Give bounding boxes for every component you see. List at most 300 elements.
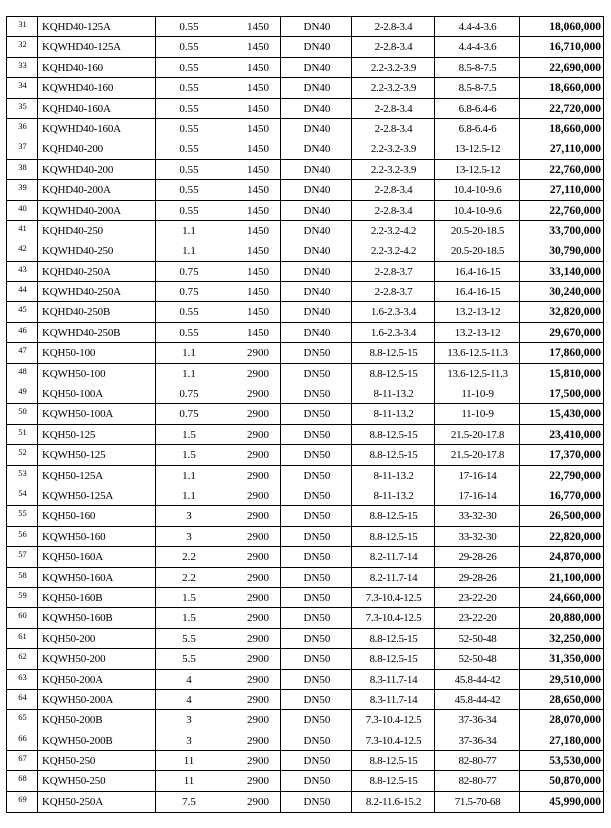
cell-price: 28,070,000 (549, 714, 601, 727)
cell-head: 21.5-20-17.8 (450, 449, 505, 462)
cell-kw: 0.55 (179, 122, 199, 135)
table-row (7, 588, 603, 608)
cell-rpm: 1450 (247, 306, 269, 319)
cell-flow: 2-2.8-3.4 (374, 41, 413, 54)
cell-price: 30,240,000 (549, 286, 601, 299)
cell-head: 52-50-48 (458, 653, 497, 666)
cell-price: 15,810,000 (549, 367, 601, 380)
cell-price: 17,860,000 (549, 347, 601, 360)
cell-no: 36 (18, 120, 27, 131)
cell-flow: 2.2-3.2-4.2 (370, 245, 417, 258)
cell-model: KQWH50-200B (42, 734, 113, 747)
cell-model: KQH50-100 (42, 347, 96, 360)
cell-rpm: 1450 (247, 82, 269, 95)
cell-flow: 8.8-12.5-15 (369, 775, 418, 788)
table-row (7, 17, 603, 37)
cell-model: KQH50-160 (42, 510, 96, 523)
cell-model: KQWHD40-200 (42, 163, 114, 176)
cell-model: KQHD40-250B (42, 306, 111, 319)
cell-flow: 7.3-10.4-12.5 (365, 612, 422, 625)
cell-kw: 1.5 (182, 591, 196, 604)
cell-head: 13.2-13-12 (454, 306, 501, 319)
cell-no: 50 (18, 406, 27, 417)
cell-head: 20.5-20-18.5 (450, 224, 505, 237)
cell-price: 22,690,000 (549, 61, 601, 74)
cell-model: KQWHD40-160A (42, 122, 121, 135)
price-table (6, 16, 604, 813)
cell-head: 6.8-6.4-6 (458, 102, 497, 115)
cell-kw: 0.55 (179, 184, 199, 197)
cell-rpm: 2900 (247, 591, 269, 604)
cell-dn: DN40 (303, 61, 331, 74)
cell-rpm: 2900 (247, 653, 269, 666)
cell-no: 38 (18, 161, 27, 172)
cell-rpm: 2900 (247, 347, 269, 360)
cell-model: KQH50-160A (42, 551, 103, 564)
cell-price: 16,710,000 (549, 41, 601, 54)
cell-flow: 1.6-2.3-3.4 (370, 306, 417, 319)
cell-rpm: 1450 (247, 286, 269, 299)
cell-rpm: 1450 (247, 122, 269, 135)
cell-flow: 8.2-11.7-14 (369, 551, 418, 564)
cell-head: 29-28-26 (458, 571, 497, 584)
cell-flow: 8-11-13.2 (373, 408, 414, 421)
cell-head: 4.4-4-3.6 (458, 41, 497, 54)
cell-rpm: 1450 (247, 163, 269, 176)
cell-flow: 7.3-10.4-12.5 (365, 591, 422, 604)
cell-no: 63 (18, 671, 27, 682)
cell-flow: 8.2-11.7-14 (369, 571, 418, 584)
cell-price: 22,760,000 (549, 163, 601, 176)
cell-model: KQH50-200A (42, 673, 103, 686)
cell-kw: 1.1 (182, 469, 196, 482)
cell-no: 46 (18, 324, 27, 335)
cell-flow: 2-2.8-3.4 (374, 122, 413, 135)
cell-kw: 0.55 (179, 326, 199, 339)
cell-no: 35 (18, 100, 27, 111)
cell-price: 32,250,000 (549, 632, 601, 645)
table-row (7, 160, 603, 180)
cell-model: KQH50-250A (42, 795, 103, 808)
cell-kw: 1.1 (182, 224, 196, 237)
cell-rpm: 2900 (247, 673, 269, 686)
cell-price: 27,180,000 (549, 734, 601, 747)
cell-flow: 8.3-11.7-14 (369, 673, 418, 686)
cell-head: 37-36-34 (458, 734, 497, 747)
table-row (7, 568, 603, 588)
cell-no: 54 (18, 487, 27, 498)
cell-rpm: 2900 (247, 510, 269, 523)
cell-rpm: 2900 (247, 755, 269, 768)
cell-price: 32,820,000 (549, 306, 601, 319)
cell-dn: DN50 (303, 795, 331, 808)
cell-dn: DN40 (303, 102, 331, 115)
table-row (7, 404, 603, 424)
cell-kw: 0.55 (179, 204, 199, 217)
cell-dn: DN50 (303, 367, 331, 380)
cell-head: 82-80-77 (458, 775, 497, 788)
cell-no: 42 (18, 243, 27, 254)
cell-price: 31,350,000 (549, 653, 601, 666)
cell-price: 50,870,000 (549, 775, 601, 788)
cell-head: 71.5-70-68 (454, 795, 501, 808)
cell-head: 13.2-13-12 (454, 326, 501, 339)
cell-head: 8.5-8-7.5 (458, 61, 497, 74)
cell-model: KQWH50-125 (42, 449, 106, 462)
cell-kw: 0.75 (179, 286, 199, 299)
cell-kw: 0.75 (179, 388, 199, 401)
cell-dn: DN50 (303, 571, 331, 584)
cell-flow: 7.3-10.4-12.5 (365, 714, 422, 727)
cell-model: KQHD40-125A (42, 21, 111, 33)
cell-head: 17-16-14 (458, 469, 497, 482)
cell-flow: 8-11-13.2 (373, 388, 414, 401)
cell-no: 68 (18, 773, 27, 784)
cell-head: 13.6-12.5-11.3 (447, 347, 508, 360)
cell-price: 45,990,000 (549, 795, 601, 808)
cell-head: 11-10-9 (461, 408, 494, 421)
cell-model: KQWH50-100 (42, 367, 106, 380)
cell-dn: DN40 (303, 143, 331, 156)
cell-head: 20.5-20-18.5 (450, 245, 505, 258)
cell-rpm: 2900 (247, 408, 269, 421)
table-row (7, 302, 603, 322)
table-row (7, 37, 603, 57)
cell-price: 33,700,000 (549, 224, 601, 237)
cell-flow: 8.8-12.5-15 (369, 632, 418, 645)
cell-model: KQWH50-200 (42, 653, 106, 666)
cell-no: 33 (18, 59, 27, 70)
cell-dn: DN40 (303, 122, 331, 135)
table-row (7, 731, 603, 751)
cell-model: KQH50-100A (42, 388, 103, 401)
cell-model: KQWHD40-250B (42, 326, 121, 339)
cell-kw: 3 (186, 530, 192, 543)
cell-flow: 8.8-12.5-15 (369, 530, 418, 543)
cell-dn: DN50 (303, 347, 331, 360)
cell-head: 45.8-44-42 (454, 673, 501, 686)
cell-head: 8.5-8-7.5 (458, 82, 497, 95)
cell-head: 10.4-10-9.6 (453, 204, 502, 217)
cell-price: 26,500,000 (549, 510, 601, 523)
cell-price: 18,060,000 (549, 21, 601, 33)
cell-kw: 3 (186, 510, 192, 523)
table-row (7, 323, 603, 343)
table-row (7, 445, 603, 465)
table-row (7, 670, 603, 690)
cell-dn: DN50 (303, 693, 331, 706)
cell-no: 52 (18, 447, 27, 458)
table-row (7, 527, 603, 547)
cell-dn: DN50 (303, 755, 331, 768)
cell-model: KQWHD40-250 (42, 245, 114, 258)
cell-kw: 4 (186, 693, 192, 706)
cell-flow: 2-2.8-3.4 (374, 204, 413, 217)
cell-model: KQHD40-160 (42, 61, 103, 74)
cell-head: 23-22-20 (458, 612, 497, 625)
cell-model: KQWHD40-125A (42, 41, 121, 54)
cell-price: 16,770,000 (549, 489, 601, 502)
cell-kw: 11 (183, 755, 195, 768)
cell-rpm: 2900 (247, 551, 269, 564)
cell-rpm: 2900 (247, 612, 269, 625)
cell-head: 82-80-77 (458, 755, 497, 768)
cell-flow: 8.3-11.7-14 (369, 693, 418, 706)
cell-flow: 7.3-10.4-12.5 (365, 734, 422, 747)
cell-model: KQWH50-250 (42, 775, 106, 788)
cell-no: 48 (18, 365, 27, 376)
cell-no: 53 (18, 467, 27, 478)
cell-head: 10.4-10-9.6 (453, 184, 502, 197)
table-row (7, 486, 603, 506)
cell-price: 18,660,000 (549, 122, 601, 135)
cell-price: 22,760,000 (549, 204, 601, 217)
cell-rpm: 1450 (247, 184, 269, 197)
table-row (7, 771, 603, 791)
table-row (7, 466, 603, 486)
cell-dn: DN50 (303, 428, 331, 441)
cell-dn: DN50 (303, 510, 331, 523)
cell-flow: 8.8-12.5-15 (369, 449, 418, 462)
cell-model: KQWH50-200A (42, 693, 114, 706)
cell-dn: DN40 (303, 306, 331, 319)
cell-kw: 0.55 (179, 41, 199, 54)
table-row (7, 262, 603, 282)
cell-rpm: 2900 (247, 632, 269, 645)
cell-price: 30,790,000 (549, 245, 601, 258)
cell-price: 28,650,000 (549, 693, 601, 706)
cell-model: KQWH50-160 (42, 530, 106, 543)
cell-no: 39 (18, 182, 27, 193)
table-row (7, 180, 603, 200)
cell-head: 13.6-12.5-11.3 (447, 367, 508, 380)
cell-rpm: 2900 (247, 428, 269, 441)
table-row (7, 751, 603, 771)
cell-price: 33,140,000 (549, 265, 601, 278)
cell-kw: 1.1 (182, 347, 196, 360)
cell-dn: DN50 (303, 489, 331, 502)
cell-model: KQH50-125A (42, 469, 103, 482)
cell-model: KQH50-200 (42, 632, 96, 645)
cell-no: 51 (18, 426, 27, 437)
cell-head: 29-28-26 (458, 551, 497, 564)
cell-dn: DN50 (303, 388, 331, 401)
cell-rpm: 2900 (247, 693, 269, 706)
table-row (7, 629, 603, 649)
cell-price: 24,660,000 (549, 591, 601, 604)
cell-no: 37 (18, 141, 27, 152)
cell-flow: 8.8-12.5-15 (369, 428, 418, 441)
cell-no: 67 (18, 753, 27, 764)
table-row (7, 608, 603, 628)
cell-head: 23-22-20 (458, 591, 497, 604)
cell-price: 22,720,000 (549, 102, 601, 115)
cell-flow: 2.2-3.2-3.9 (370, 163, 417, 176)
cell-dn: DN40 (303, 41, 331, 54)
cell-flow: 2-2.8-3.4 (374, 184, 413, 197)
cell-kw: 1.5 (182, 428, 196, 441)
cell-dn: DN40 (303, 163, 331, 176)
cell-rpm: 2900 (247, 734, 269, 747)
cell-price: 23,410,000 (549, 428, 601, 441)
cell-rpm: 2900 (247, 469, 269, 482)
cell-dn: DN50 (303, 632, 331, 645)
table-row (7, 201, 603, 221)
cell-rpm: 2900 (247, 795, 269, 808)
cell-kw: 2.2 (182, 551, 196, 564)
table-row (7, 690, 603, 710)
cell-no: 47 (18, 345, 27, 356)
cell-model: KQHD40-200 (42, 143, 103, 156)
cell-no: 62 (18, 651, 27, 662)
cell-kw: 0.75 (179, 408, 199, 421)
table-row (7, 425, 603, 445)
cell-rpm: 1450 (247, 224, 269, 237)
cell-rpm: 1450 (247, 102, 269, 115)
cell-no: 61 (18, 630, 27, 641)
table-row (7, 119, 603, 139)
cell-head: 13-12.5-12 (454, 163, 501, 176)
cell-flow: 2-2.8-3.4 (374, 102, 413, 115)
cell-dn: DN50 (303, 408, 331, 421)
table-row (7, 78, 603, 98)
cell-rpm: 2900 (247, 449, 269, 462)
cell-price: 29,670,000 (549, 326, 601, 339)
table-row (7, 282, 603, 302)
cell-head: 17-16-14 (458, 489, 497, 502)
cell-model: KQWHD40-200A (42, 204, 121, 217)
cell-head: 21.5-20-17.8 (450, 428, 505, 441)
cell-model: KQWHD40-160 (42, 82, 114, 95)
cell-flow: 8-11-13.2 (373, 469, 414, 482)
cell-dn: DN40 (303, 21, 331, 33)
table-row (7, 547, 603, 567)
table-row (7, 139, 603, 159)
cell-flow: 8-11-13.2 (373, 489, 414, 502)
cell-rpm: 2900 (247, 714, 269, 727)
cell-kw: 0.55 (179, 143, 199, 156)
table-row (7, 364, 603, 384)
cell-price: 15,430,000 (549, 408, 601, 421)
cell-price: 22,790,000 (549, 469, 601, 482)
cell-price: 21,100,000 (549, 571, 601, 584)
cell-no: 40 (18, 202, 27, 213)
cell-dn: DN50 (303, 469, 331, 482)
table-row (7, 384, 603, 404)
cell-kw: 5.5 (182, 653, 196, 666)
cell-kw: 1.1 (182, 245, 196, 258)
cell-flow: 2-2.8-3.4 (374, 21, 413, 33)
cell-kw: 4 (186, 673, 192, 686)
cell-price: 18,660,000 (549, 82, 601, 95)
cell-flow: 1.6-2.3-3.4 (370, 326, 417, 339)
cell-no: 69 (18, 793, 27, 804)
cell-head: 37-36-34 (458, 714, 497, 727)
cell-dn: DN50 (303, 551, 331, 564)
cell-model: KQHD40-200A (42, 184, 111, 197)
cell-dn: DN50 (303, 653, 331, 666)
cell-price: 53,530,000 (549, 755, 601, 768)
cell-no: 32 (18, 39, 27, 50)
cell-rpm: 1450 (247, 204, 269, 217)
cell-model: KQWH50-160A (42, 571, 114, 584)
cell-dn: DN50 (303, 591, 331, 604)
cell-no: 55 (18, 508, 27, 519)
cell-kw: 0.75 (179, 265, 199, 278)
cell-price: 24,870,000 (549, 551, 601, 564)
cell-model: KQWH50-160B (42, 612, 113, 625)
cell-no: 66 (18, 732, 27, 743)
cell-price: 20,880,000 (549, 612, 601, 625)
cell-no: 49 (18, 386, 27, 397)
cell-head: 16.4-16-15 (454, 265, 501, 278)
cell-rpm: 1450 (247, 41, 269, 54)
cell-flow: 8.2-11.6-15.2 (365, 795, 422, 808)
cell-model: KQH50-160B (42, 591, 103, 604)
cell-rpm: 1450 (247, 265, 269, 278)
table-row (7, 506, 603, 526)
cell-rpm: 1450 (247, 143, 269, 156)
cell-price: 22,820,000 (549, 530, 601, 543)
cell-no: 65 (18, 712, 27, 723)
cell-dn: DN40 (303, 286, 331, 299)
cell-head: 33-32-30 (458, 530, 497, 543)
table-row (7, 58, 603, 78)
cell-kw: 0.55 (179, 61, 199, 74)
cell-rpm: 1450 (247, 245, 269, 258)
cell-flow: 8.8-12.5-15 (369, 510, 418, 523)
cell-head: 45.8-44-42 (454, 693, 501, 706)
cell-dn: DN40 (303, 265, 331, 278)
cell-dn: DN50 (303, 530, 331, 543)
cell-price: 17,500,000 (549, 388, 601, 401)
cell-kw: 0.55 (179, 102, 199, 115)
cell-rpm: 2900 (247, 388, 269, 401)
table-row (7, 221, 603, 241)
cell-model: KQHD40-250A (42, 265, 111, 278)
cell-flow: 2.2-3.2-3.9 (370, 82, 417, 95)
cell-price: 27,110,000 (549, 143, 601, 156)
cell-kw: 0.55 (179, 21, 199, 33)
cell-kw: 3 (186, 714, 192, 727)
cell-flow: 2-2.8-3.7 (374, 286, 413, 299)
cell-rpm: 2900 (247, 489, 269, 502)
cell-no: 43 (18, 263, 27, 274)
cell-dn: DN50 (303, 714, 331, 727)
cell-dn: DN50 (303, 449, 331, 462)
cell-kw: 11 (183, 775, 195, 788)
cell-flow: 8.8-12.5-15 (369, 367, 418, 380)
cell-kw: 0.55 (179, 163, 199, 176)
cell-kw: 0.55 (179, 306, 199, 319)
cell-model: KQWH50-100A (42, 408, 114, 421)
cell-head: 52-50-48 (458, 632, 497, 645)
cell-model: KQWHD40-250A (42, 286, 121, 299)
table-row (7, 792, 603, 812)
table-row (7, 99, 603, 119)
cell-dn: DN40 (303, 245, 331, 258)
cell-rpm: 2900 (247, 367, 269, 380)
cell-head: 33-32-30 (458, 510, 497, 523)
cell-no: 31 (18, 19, 27, 29)
cell-kw: 2.2 (182, 571, 196, 584)
cell-flow: 2.2-3.2-4.2 (370, 224, 417, 237)
cell-dn: DN40 (303, 184, 331, 197)
cell-no: 45 (18, 304, 27, 315)
cell-flow: 8.8-12.5-15 (369, 347, 418, 360)
cell-flow: 2-2.8-3.7 (374, 265, 413, 278)
table-row (7, 343, 603, 363)
